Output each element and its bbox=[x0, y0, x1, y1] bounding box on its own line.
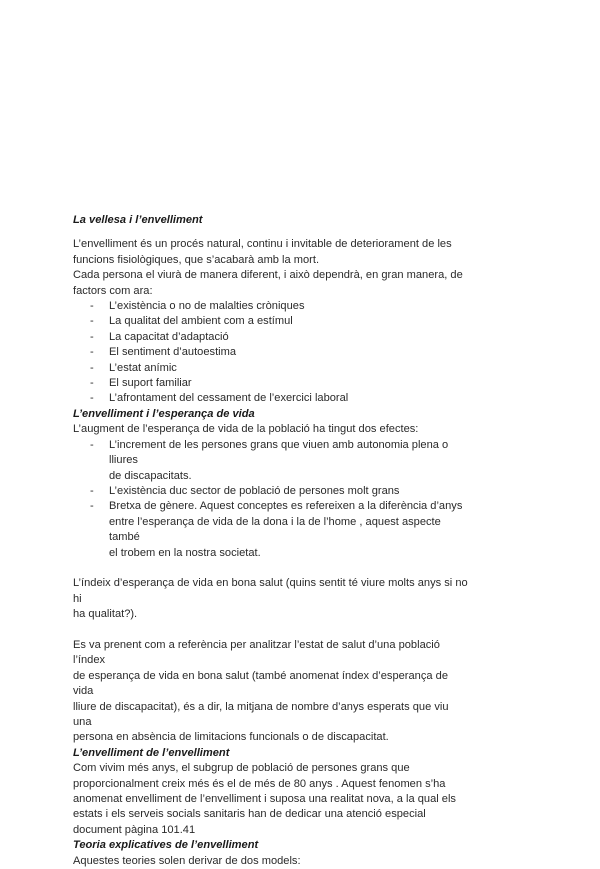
dash-bullet: - bbox=[90, 500, 94, 513]
list-item-text: L’existència o no de malalties cròniques bbox=[109, 300, 305, 313]
dash-bullet: - bbox=[90, 300, 94, 313]
paragraph-index-definition: persona en absència de limitacions funcionals o de discapacitat. bbox=[73, 731, 389, 744]
list-item-text: L’estat anímic bbox=[109, 361, 177, 374]
dash-bullet: - bbox=[90, 346, 94, 359]
paragraph-spacer bbox=[73, 623, 468, 638]
list-item bbox=[73, 314, 468, 329]
dash-bullet: - bbox=[90, 392, 94, 405]
paragraph-over-80: Com vivim més anys, el subgrup de població de persones grans que bbox=[73, 762, 410, 775]
paragraph-index-definition: Es va prenent com a referència per analitzar l’estat de salut d’una població l’índex bbox=[73, 638, 440, 667]
paragraph-factors-line: Cada persona el viurà de manera diferent, i això dependrà, en gran manera, de bbox=[73, 269, 463, 282]
effects-list bbox=[73, 438, 468, 561]
paragraph-over-80: proporcionalment creix més és el de més de 80 anys . Aquest fenomen s’ha bbox=[73, 777, 446, 790]
paragraph-definition-line: L’envelliment és un procés natural, continu i invitable de deteriorament de les bbox=[73, 238, 452, 251]
paragraph-index-question: ha qualitat?). bbox=[73, 608, 138, 621]
list-item-text: El sentiment d’autoestima bbox=[109, 346, 237, 359]
list-item bbox=[73, 345, 468, 360]
list-item bbox=[73, 361, 468, 376]
list-item bbox=[73, 484, 468, 499]
paragraph-definition-line: funcions fisiològiques, que s’acabarà amb la mort. bbox=[73, 253, 320, 266]
list-item-text: Bretxa de gènere. Aquest conceptes es refereixen a la diferència d’anys bbox=[109, 500, 463, 513]
paragraph-index-definition: de esperança de vida en bona salut (també anomenat índex d’esperança de vida bbox=[73, 669, 448, 698]
heading-teoria-explicatives: Teoria explicatives de l’envelliment bbox=[73, 839, 259, 852]
dash-bullet: - bbox=[90, 330, 94, 343]
list-item-text: entre l’esperança de vida de la dona i la de l’home , aquest aspecte també bbox=[109, 515, 441, 544]
list-item-text: L’existència duc sector de població de persones molt grans bbox=[109, 484, 400, 497]
paragraph-index-question: L’índeix d’esperança de vida en bona salut (quins sentit té viure molts anys si no hi bbox=[73, 577, 468, 605]
heading-esperanca-de-vida: L’envelliment i l’esperança de vida bbox=[73, 407, 255, 420]
paragraph-over-80: estats i els serveis socials sanitaris han de dedicar una atenció especial bbox=[73, 808, 426, 821]
list-item bbox=[73, 376, 468, 391]
list-item-text: L’increment de les persones grans que viuen amb autonomia plena o lliures bbox=[109, 438, 449, 467]
list-item-text: La qualitat del ambient com a estímul bbox=[109, 315, 293, 328]
dash-bullet: - bbox=[90, 438, 94, 451]
list-item bbox=[73, 391, 468, 406]
paragraph-spacer bbox=[73, 561, 468, 576]
paragraph-models: Aquestes teories solen derivar de dos models: bbox=[73, 854, 301, 867]
list-item-text: el trobem en la nostra societat. bbox=[109, 546, 261, 559]
paragraph-over-80: document pàgina 101.41 bbox=[73, 823, 196, 836]
paragraph-factors-line: factors com ara: bbox=[73, 284, 153, 297]
list-item-text: El suport familiar bbox=[109, 377, 192, 390]
list-item-text: L’afrontament del cessament de l’exercici laboral bbox=[109, 392, 349, 405]
heading-envelliment-de-envelliment: L’envelliment de l’envelliment bbox=[73, 746, 230, 759]
dash-bullet: - bbox=[90, 361, 94, 374]
paragraph-over-80: anomenat envelliment de l’envelliment i suposa una realitat nova, a la qual els bbox=[73, 793, 456, 805]
document-body bbox=[73, 213, 468, 869]
paragraph-effects: L’augment de l’esperança de vida de la població ha tingut dos efectes: bbox=[73, 423, 419, 436]
list-item bbox=[73, 330, 468, 345]
list-item bbox=[73, 299, 468, 314]
list-item-text: de discapacitats. bbox=[109, 469, 192, 482]
dash-bullet: - bbox=[90, 484, 94, 497]
heading-la-vellesa: La vellesa i l’envelliment bbox=[73, 214, 203, 226]
dash-bullet: - bbox=[90, 315, 94, 328]
list-item bbox=[73, 499, 468, 561]
factors-list bbox=[73, 299, 468, 407]
paragraph-index-definition: lliure de discapacitat), és a dir, la mitjana de nombre d’anys esperats que viu una bbox=[73, 700, 449, 728]
list-item-text: La capacitat d’adaptació bbox=[109, 330, 229, 343]
list-item bbox=[73, 438, 468, 484]
dash-bullet: - bbox=[90, 377, 94, 390]
